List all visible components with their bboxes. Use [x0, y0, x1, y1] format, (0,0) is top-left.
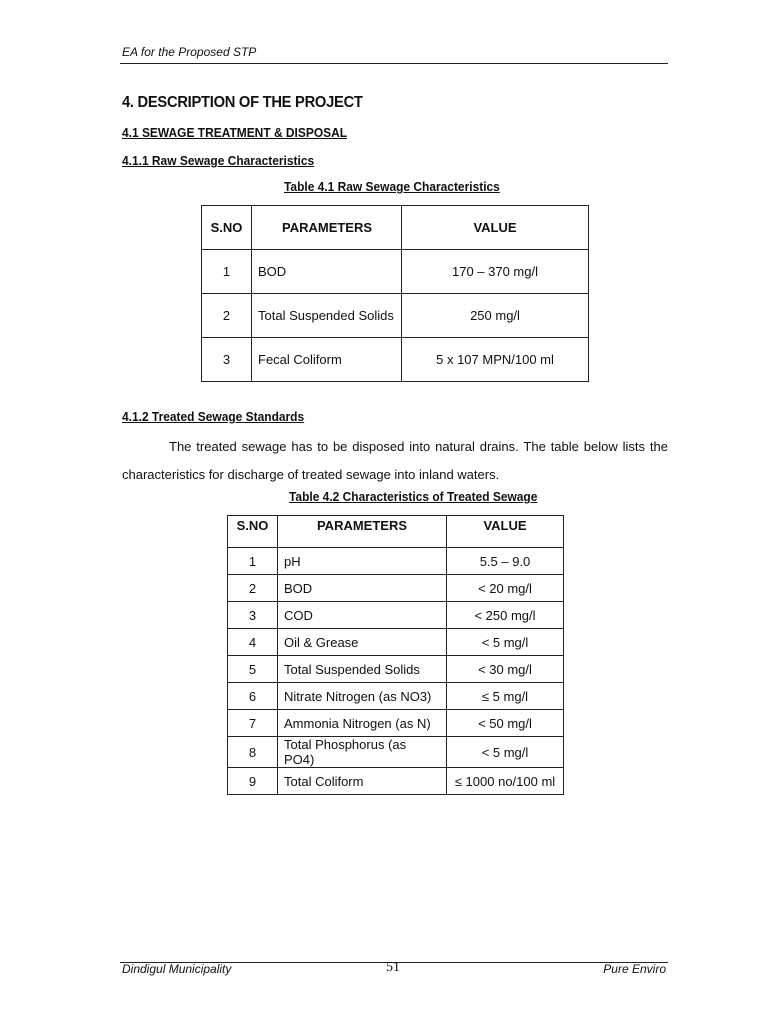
header-rule: [120, 63, 668, 64]
table-row: [228, 737, 564, 768]
treated-sewage-heading: 4.1.2 Treated Sewage Standards: [122, 409, 305, 424]
column-header: PARAMETERS: [252, 206, 402, 250]
cell-value: 5.5 – 9.0: [447, 548, 564, 575]
cell-parameter: pH: [278, 548, 447, 575]
cell-parameter: Total Phosphorus (as PO4): [278, 737, 447, 768]
column-header: VALUE: [402, 206, 589, 250]
cell-sno: 3: [202, 338, 252, 382]
subsection-heading: 4.1 SEWAGE TREATMENT & DISPOSAL: [122, 125, 348, 140]
column-header: VALUE: [447, 516, 564, 548]
cell-parameter: Total Coliform: [278, 768, 447, 795]
table-header-row: [228, 516, 564, 548]
cell-parameter: COD: [278, 602, 447, 629]
cell-value: < 250 mg/l: [447, 602, 564, 629]
cell-sno: 5: [228, 656, 278, 683]
cell-value: ≤ 1000 no/100 ml: [447, 768, 564, 795]
cell-parameter: Total Suspended Solids: [252, 294, 402, 338]
running-header: EA for the Proposed STP: [122, 45, 257, 59]
table-header-row: [202, 206, 589, 250]
table-4-2-caption: Table 4.2 Characteristics of Treated Sewage: [289, 489, 538, 504]
table-row: [228, 629, 564, 656]
paragraph-text: The treated sewage has to be disposed into natural drains. The table below lists the characteristics for discharge of treated sewage into inland waters.: [122, 439, 668, 482]
cell-sno: 2: [228, 575, 278, 602]
cell-parameter: Fecal Coliform: [252, 338, 402, 382]
table-row: [228, 656, 564, 683]
column-header: PARAMETERS: [278, 516, 447, 548]
cell-parameter: Oil & Grease: [278, 629, 447, 656]
body-paragraph: [122, 433, 668, 489]
cell-value: 5 x 107 MPN/100 ml: [402, 338, 589, 382]
cell-sno: 8: [228, 737, 278, 768]
cell-value: 170 – 370 mg/l: [402, 250, 589, 294]
table-row: [228, 602, 564, 629]
cell-value: < 5 mg/l: [447, 737, 564, 768]
cell-parameter: Nitrate Nitrogen (as NO3): [278, 683, 447, 710]
cell-value: ≤ 5 mg/l: [447, 683, 564, 710]
cell-sno: 1: [202, 250, 252, 294]
table-row: [202, 338, 589, 382]
table-row: [228, 710, 564, 737]
page-number: 51: [386, 960, 400, 975]
table-row: [202, 250, 589, 294]
table-row: [228, 768, 564, 795]
cell-parameter: Total Suspended Solids: [278, 656, 447, 683]
cell-value: < 30 mg/l: [447, 656, 564, 683]
cell-parameter: BOD: [278, 575, 447, 602]
table-row: [228, 548, 564, 575]
treated-sewage-table: [227, 515, 564, 795]
cell-value: < 50 mg/l: [447, 710, 564, 737]
cell-parameter: BOD: [252, 250, 402, 294]
cell-sno: 3: [228, 602, 278, 629]
cell-sno: 7: [228, 710, 278, 737]
cell-sno: 6: [228, 683, 278, 710]
table-row: [228, 575, 564, 602]
cell-value: 250 mg/l: [402, 294, 589, 338]
column-header: S.NO: [228, 516, 278, 548]
raw-sewage-table: [201, 205, 589, 382]
cell-value: < 5 mg/l: [447, 629, 564, 656]
table-4-1-caption: Table 4.1 Raw Sewage Characteristics: [284, 179, 500, 194]
cell-sno: 4: [228, 629, 278, 656]
cell-parameter: Ammonia Nitrogen (as N): [278, 710, 447, 737]
footer-left-text: Dindigul Municipality: [122, 962, 232, 976]
table-row: [202, 294, 589, 338]
cell-sno: 2: [202, 294, 252, 338]
section-heading: 4. DESCRIPTION OF THE PROJECT: [122, 94, 363, 111]
cell-sno: 9: [228, 768, 278, 795]
raw-sewage-heading: 4.1.1 Raw Sewage Characteristics: [122, 153, 315, 168]
footer-right-text: Pure Enviro: [603, 962, 666, 976]
column-header: S.NO: [202, 206, 252, 250]
cell-value: < 20 mg/l: [447, 575, 564, 602]
cell-sno: 1: [228, 548, 278, 575]
table-row: [228, 683, 564, 710]
